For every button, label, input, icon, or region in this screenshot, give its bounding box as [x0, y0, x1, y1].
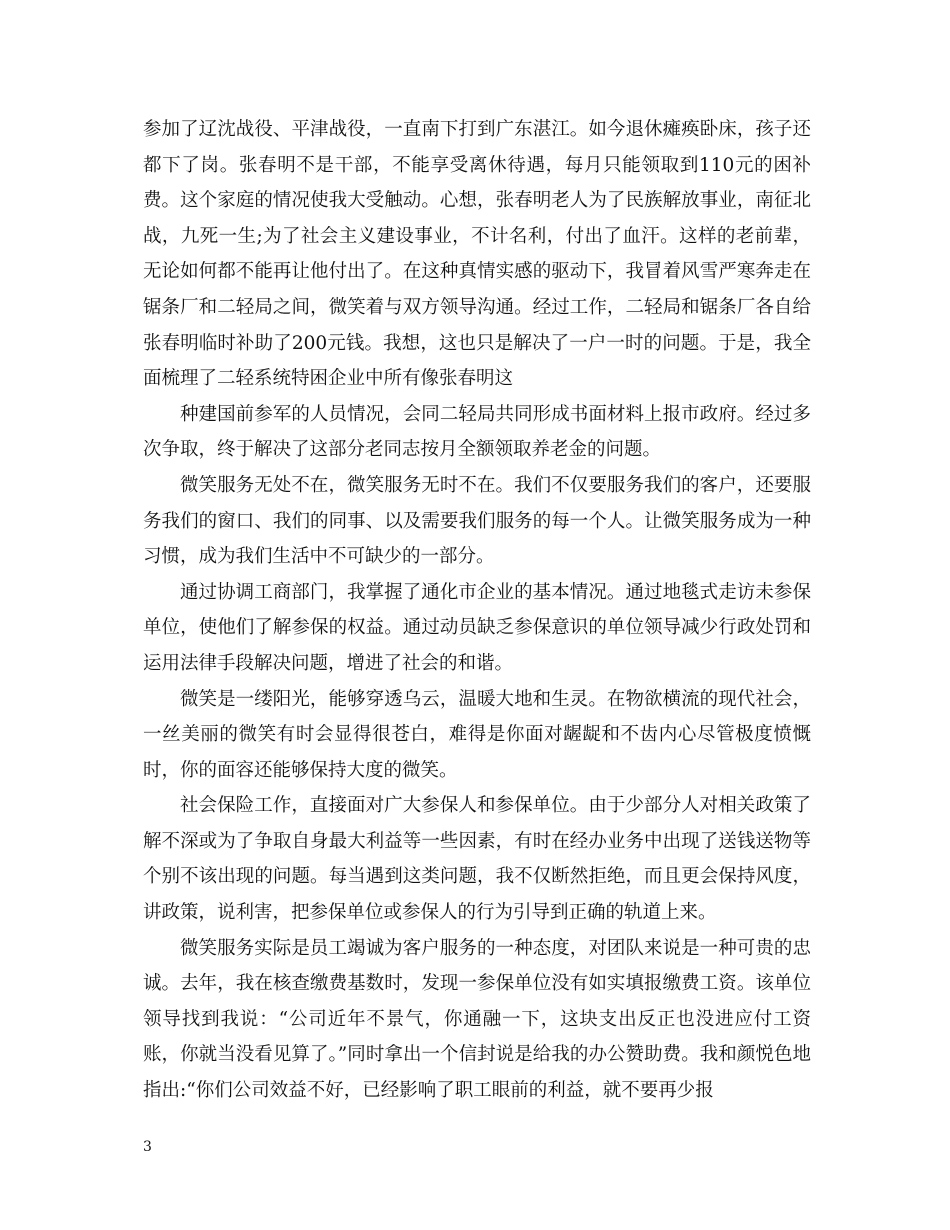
paragraph: 通过协调工商部门，我掌握了通化市企业的基本情况。通过地毯式走访未参保单位，使他们了解参保的权益。通过动员缺乏参保意识的单位领导减少行政处罚和运用法律手段解决问题，增进了社会的和谐。	[143, 581, 811, 674]
body-text	[143, 112, 811, 1109]
paragraph: 微笑服务实际是员工竭诚为客户服务的一种态度，对团队来说是一种可贵的忠诚。去年，我在核查缴费基数时，发现一参保单位没有如实填报缴费工资。该单位领导找到我说：“公司近年不景气，你通融一下，这块支出反正也没进应付工资账，你就当没看见算了。”同时拿出一个信封说是给我的办公赞助费。我和颜悦色地指出:“你们公司效益不好，已经影响了职工眼前的利益，就不要再少报	[143, 937, 811, 1102]
paragraph: 微笑是一缕阳光，能够穿透乌云，温暖大地和生灵。在物欲横流的现代社会，一丝美丽的微笑有时会显得很苍白，难得是你面对龌龊和不齿内心尽管极度愤慨时，你的面容还能够保持大度的微笑。	[143, 688, 811, 781]
paragraph: 种建国前参军的人员情况，会同二轻局共同形成书面材料上报市政府。经过多次争取，终于解决了这部分老同志按月全额领取养老金的问题。	[143, 403, 811, 461]
paragraph: 微笑服务无处不在，微笑服务无时不在。我们不仅要服务我们的客户，还要服务我们的窗口、我们的同事、以及需要我们服务的每一个人。让微笑服务成为一种习惯，成为我们生活中不可缺少的一部分。	[143, 474, 811, 568]
paragraph: 社会保险工作，直接面对广大参保人和参保单位。由于少部分人对相关政策了解不深或为了争取自身最大利益等一些因素，有时在经办业务中出现了送钱送物等个别不该出现的问题。每当遇到这类问题，我不仅断然拒绝，而且更会保持风度，讲政策，说利害，把参保单位或参保人的行为引导到正确的轨道上来。	[143, 795, 811, 924]
paragraph-continuation: 参加了辽沈战役、平津战役，一直南下打到广东湛江。如今退休瘫痪卧床，孩子还都下了岗。张春明不是干部，不能享受离休待遇，每月只能领取到110元的困补费。这个家庭的情况使我大受触动。心想，张春明老人为了民族解放事业，南征北战，九死一生;为了社会主义建设事业，不计名利，付出了血汗。这样的老前辈，无论如何都不能再让他付出了。在这种真情实感的驱动下，我冒着风雪严寒奔走在锯条厂和二轻局之间，微笑着与双方领导沟通。经过工作，二轻局和锯条厂各自给张春明临时补助了200元钱。我想，这也只是解决了一户一时的问题。于是，我全面梳理了二轻系统特困企业中所有像张春明这	[143, 119, 811, 390]
page-number: 3	[143, 1139, 152, 1155]
